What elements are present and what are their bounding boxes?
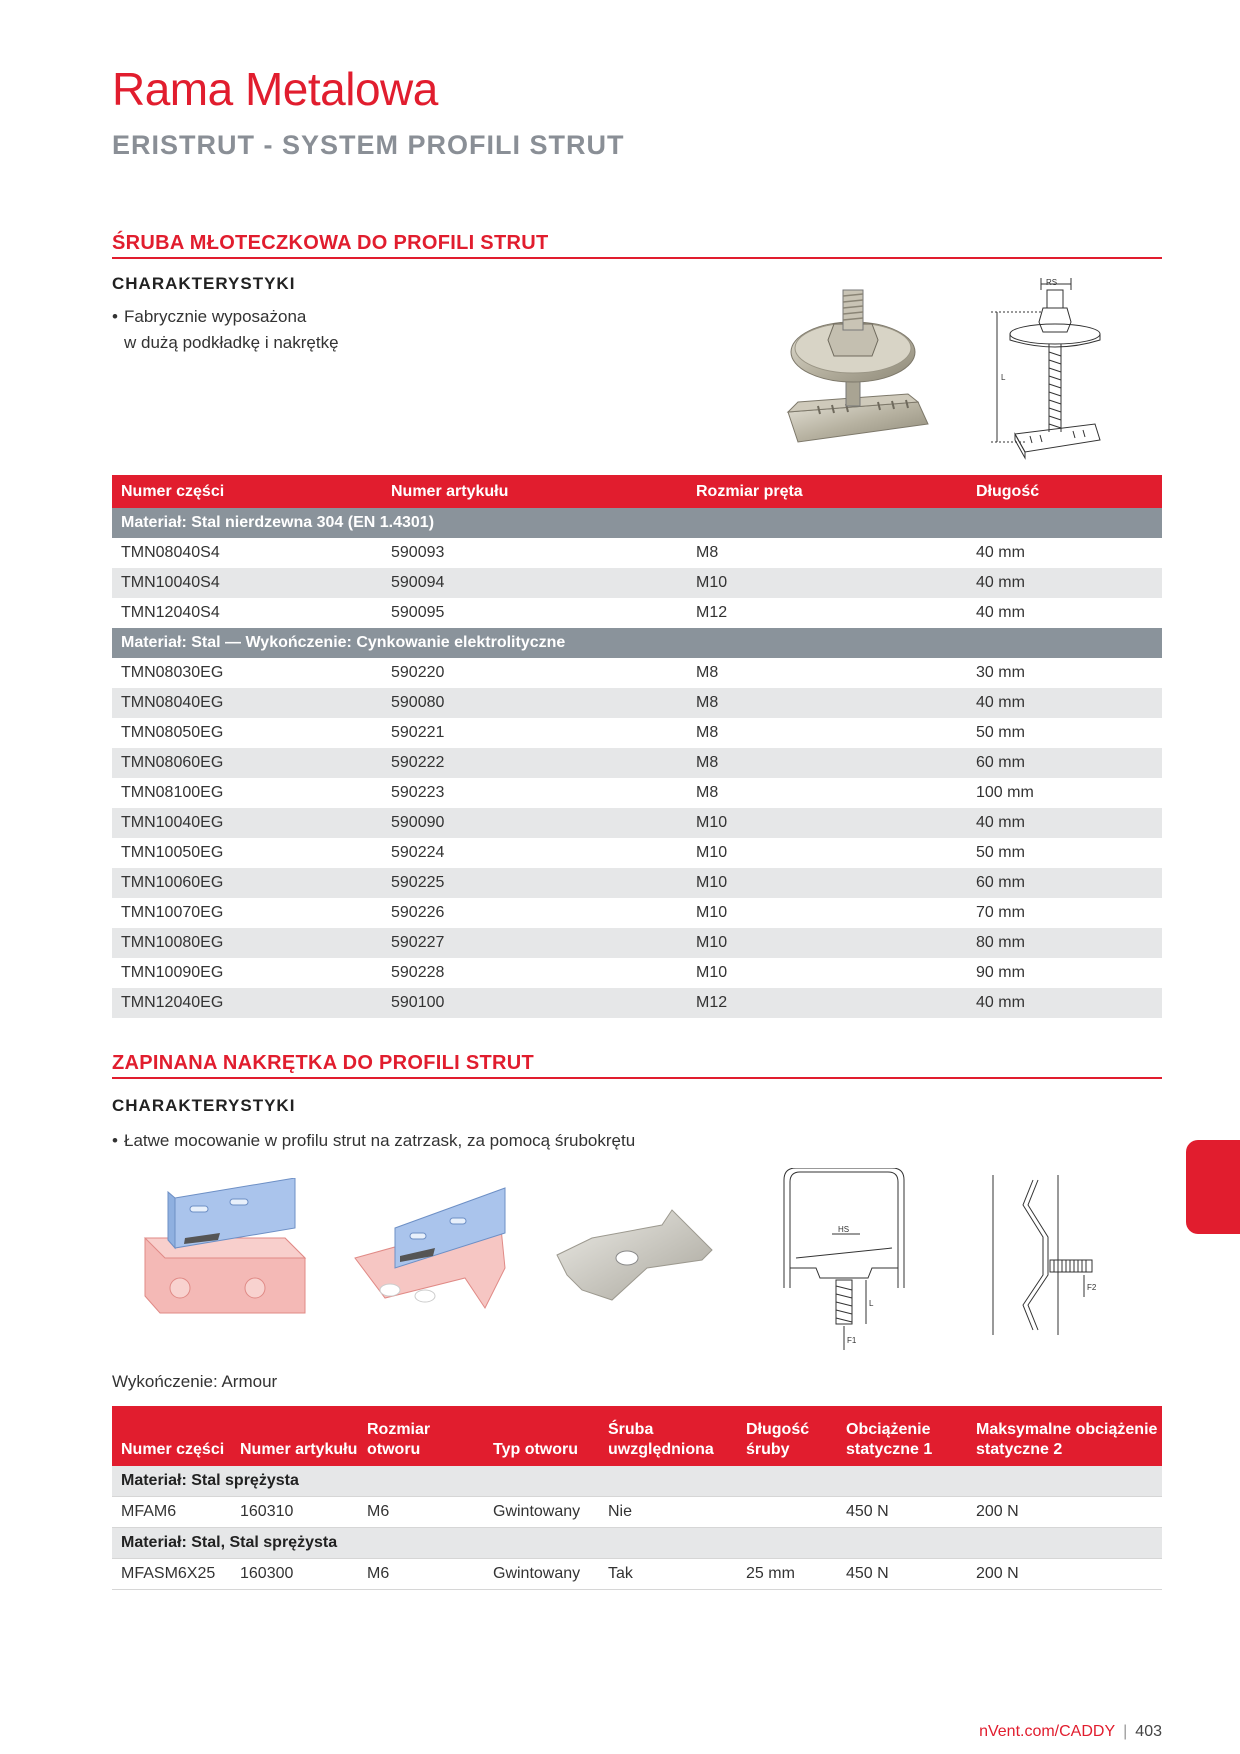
cell-bolt-included: Nie <box>599 1497 737 1528</box>
page-subtitle: ERISTRUT - SYSTEM PROFILI STRUT <box>112 130 625 160</box>
cell-rod-size: M10 <box>696 904 728 921</box>
col-header-bolt-included: Śruba uwzględniona <box>599 1406 737 1466</box>
cell-length: 40 mm <box>976 604 1025 621</box>
f1-label: F1 <box>847 1336 857 1345</box>
hammer-bolt-photo <box>768 284 938 454</box>
table-row <box>112 958 1162 988</box>
cell-static-load-1: 450 N <box>837 1559 967 1590</box>
cell-rod-size: M8 <box>696 664 719 681</box>
cell-bolt-length <box>737 1497 837 1528</box>
cell-rod-size: M8 <box>696 784 719 801</box>
cell-article-number: 590225 <box>382 868 687 898</box>
footer-url[interactable]: nVent.com/CADDY <box>979 1723 1116 1740</box>
cell-rod-size: M10 <box>687 808 967 838</box>
col-header-hole-type: Typ otworu <box>484 1406 599 1466</box>
material-group-row <box>112 628 1162 658</box>
table-row <box>112 538 1162 568</box>
cell-part-number: TMN08040EG <box>112 688 382 718</box>
col-header-article-number: Numer artykułu <box>231 1406 358 1466</box>
cell-part-number: TMN08030EG <box>121 664 224 681</box>
table-row <box>112 568 1162 598</box>
table-row <box>112 748 1162 778</box>
table-row <box>112 988 1162 1018</box>
table-row <box>112 898 1162 928</box>
page-number: 403 <box>1135 1723 1162 1740</box>
cell-article-number: 590226 <box>391 904 445 921</box>
cell-rod-size: M8 <box>696 544 719 561</box>
table-row <box>112 868 1162 898</box>
cell-article-number: 160300 <box>231 1559 358 1590</box>
cell-part-number: TMN10040EG <box>112 808 382 838</box>
material-group-row <box>112 1466 1162 1497</box>
cell-length: 60 mm <box>967 748 1162 778</box>
cell-article-number: 590224 <box>391 844 445 861</box>
col-header-article-number: Numer artykułu <box>382 475 687 508</box>
cell-part-number: TMN08060EG <box>112 748 382 778</box>
strut-box-illustration <box>140 1178 310 1328</box>
table-row <box>112 688 1162 718</box>
cell-length: 70 mm <box>976 904 1025 921</box>
material-group-label: Materiał: Stal — Wykończenie: Cynkowanie elektrolityczne <box>112 628 1162 658</box>
cell-article-number: 590222 <box>382 748 687 778</box>
cell-length: 40 mm <box>967 988 1162 1018</box>
table-row <box>112 1559 1162 1590</box>
section-divider <box>112 1077 1162 1079</box>
cell-length: 50 mm <box>976 844 1025 861</box>
snap-nut-table <box>112 1406 1162 1590</box>
page-title: Rama Metalowa <box>112 63 438 115</box>
snap-nut-drawing <box>776 1168 912 1354</box>
cell-hole-size: M6 <box>358 1497 484 1528</box>
cell-article-number: 590228 <box>391 964 445 981</box>
cell-article-number: 160310 <box>231 1497 358 1528</box>
cell-bolt-included: Tak <box>599 1559 737 1590</box>
material-group-row <box>112 508 1162 538</box>
table-row <box>112 808 1162 838</box>
characteristics-heading: CHARAKTERYSTYKI <box>112 274 296 293</box>
cell-rod-size: M10 <box>687 868 967 898</box>
table-row <box>112 658 1162 688</box>
cell-part-number: TMN08040S4 <box>121 544 220 561</box>
l-label-2: L <box>869 1299 874 1308</box>
col-header-bolt-length: Długość śruby <box>737 1406 837 1466</box>
cell-rod-size: M8 <box>696 724 719 741</box>
characteristics-heading: CHARAKTERYSTYKI <box>112 1096 296 1115</box>
cell-rod-size: M8 <box>687 688 967 718</box>
hammer-bolt-table <box>112 475 1162 1018</box>
cell-length: 80 mm <box>967 928 1162 958</box>
material-group-label: Materiał: Stal sprężysta <box>112 1466 1162 1497</box>
cell-rod-size: M10 <box>687 928 967 958</box>
cell-part-number: TMN08050EG <box>121 724 224 741</box>
cell-rod-size: M12 <box>687 988 967 1018</box>
hammer-bolt-drawing <box>985 272 1105 462</box>
table-row <box>112 838 1162 868</box>
table-row <box>112 1497 1162 1528</box>
f2-label: F2 <box>1087 1283 1097 1292</box>
col-header-hole-size: Rozmiar otworu <box>358 1406 484 1466</box>
cell-rod-size: M8 <box>687 748 967 778</box>
cell-hole-size: M6 <box>358 1559 484 1590</box>
footer-separator: | <box>1123 1723 1128 1740</box>
cell-max-static-load-2: 200 N <box>967 1497 1162 1528</box>
cell-part-number: TMN10070EG <box>121 904 224 921</box>
cell-part-number: TMN10040S4 <box>112 568 382 598</box>
col-header-max-static-load-2: Maksymalne obciążenie statyczne 2 <box>967 1406 1162 1466</box>
col-header-part-number: Numer części <box>112 1406 231 1466</box>
section-title-hammer-bolt: ŚRUBA MŁOTECZKOWA DO PROFILI STRUT <box>112 232 549 254</box>
cell-bolt-length: 25 mm <box>737 1559 837 1590</box>
cell-article-number: 590094 <box>382 568 687 598</box>
col-header-part-number: Numer części <box>112 475 382 508</box>
cell-article-number: 590100 <box>382 988 687 1018</box>
material-group-row <box>112 1528 1162 1559</box>
cell-length: 50 mm <box>976 724 1025 741</box>
cell-article-number: 590095 <box>391 604 445 621</box>
cell-length: 60 mm <box>967 868 1162 898</box>
section-title-snap-nut: ZAPINANA NAKRĘTKA DO PROFILI STRUT <box>112 1052 535 1074</box>
cell-length: 40 mm <box>976 544 1025 561</box>
cell-article-number: 590220 <box>391 664 445 681</box>
cell-part-number: TMN12040S4 <box>121 604 220 621</box>
cell-hole-type: Gwintowany <box>484 1497 599 1528</box>
cell-static-load-1: 450 N <box>837 1497 967 1528</box>
cell-article-number: 590090 <box>382 808 687 838</box>
cell-length: 100 mm <box>976 784 1034 801</box>
cell-article-number: 590221 <box>391 724 445 741</box>
spring-nut-photo <box>552 1200 722 1310</box>
cell-article-number: 590080 <box>382 688 687 718</box>
table-header-row <box>112 1406 1162 1466</box>
col-header-rod-size: Rozmiar pręta <box>687 475 967 508</box>
section-divider <box>112 257 1162 259</box>
cell-part-number: TMN10080EG <box>112 928 382 958</box>
cell-rod-size: M12 <box>696 604 728 621</box>
feature-bullet: • Łatwe mocowanie w profilu strut na zatrzask, za pomocą śrubokrętu <box>112 1131 636 1150</box>
table-row <box>112 778 1162 808</box>
material-group-label: Materiał: Stal nierdzewna 304 (EN 1.4301) <box>112 508 1162 538</box>
table-row <box>112 928 1162 958</box>
table-row <box>112 718 1162 748</box>
table-row <box>112 598 1162 628</box>
cell-part-number: TMN10060EG <box>112 868 382 898</box>
snap-nut-side-drawing <box>988 1175 1118 1335</box>
cell-length: 30 mm <box>976 664 1025 681</box>
cell-part-number: MFAM6 <box>112 1497 231 1528</box>
l-label: L <box>1001 373 1006 382</box>
finish-label: Wykończenie: Armour <box>112 1372 278 1391</box>
chapter-tab <box>1186 1140 1240 1234</box>
cell-part-number: TMN08100EG <box>121 784 224 801</box>
col-header-length: Długość <box>967 475 1162 508</box>
feature-bullet: • Fabrycznie wyposażona w dużą podkładkę i nakrętkę <box>112 307 339 352</box>
cell-article-number: 590093 <box>391 544 445 561</box>
table-header-row <box>112 475 1162 508</box>
cell-hole-type: Gwintowany <box>484 1559 599 1590</box>
cell-length: 40 mm <box>967 568 1162 598</box>
footer <box>979 1723 1162 1741</box>
col-header-static-load-1: Obciążenie statyczne 1 <box>837 1406 967 1466</box>
strut-channel-illustration <box>350 1178 510 1328</box>
cell-part-number: TMN10090EG <box>121 964 224 981</box>
cell-length: 40 mm <box>967 688 1162 718</box>
material-group-label: Materiał: Stal, Stal sprężysta <box>112 1528 1162 1559</box>
cell-max-static-load-2: 200 N <box>967 1559 1162 1590</box>
cell-length: 40 mm <box>967 808 1162 838</box>
cell-rod-size: M10 <box>687 568 967 598</box>
cell-article-number: 590227 <box>382 928 687 958</box>
cell-rod-size: M10 <box>696 844 728 861</box>
cell-part-number: MFASM6X25 <box>112 1559 231 1590</box>
rs-label: RS <box>1046 278 1058 287</box>
cell-rod-size: M10 <box>696 964 728 981</box>
cell-article-number: 590223 <box>391 784 445 801</box>
hs-label: HS <box>838 1225 850 1234</box>
cell-length: 90 mm <box>976 964 1025 981</box>
cell-part-number: TMN12040EG <box>112 988 382 1018</box>
cell-part-number: TMN10050EG <box>121 844 224 861</box>
